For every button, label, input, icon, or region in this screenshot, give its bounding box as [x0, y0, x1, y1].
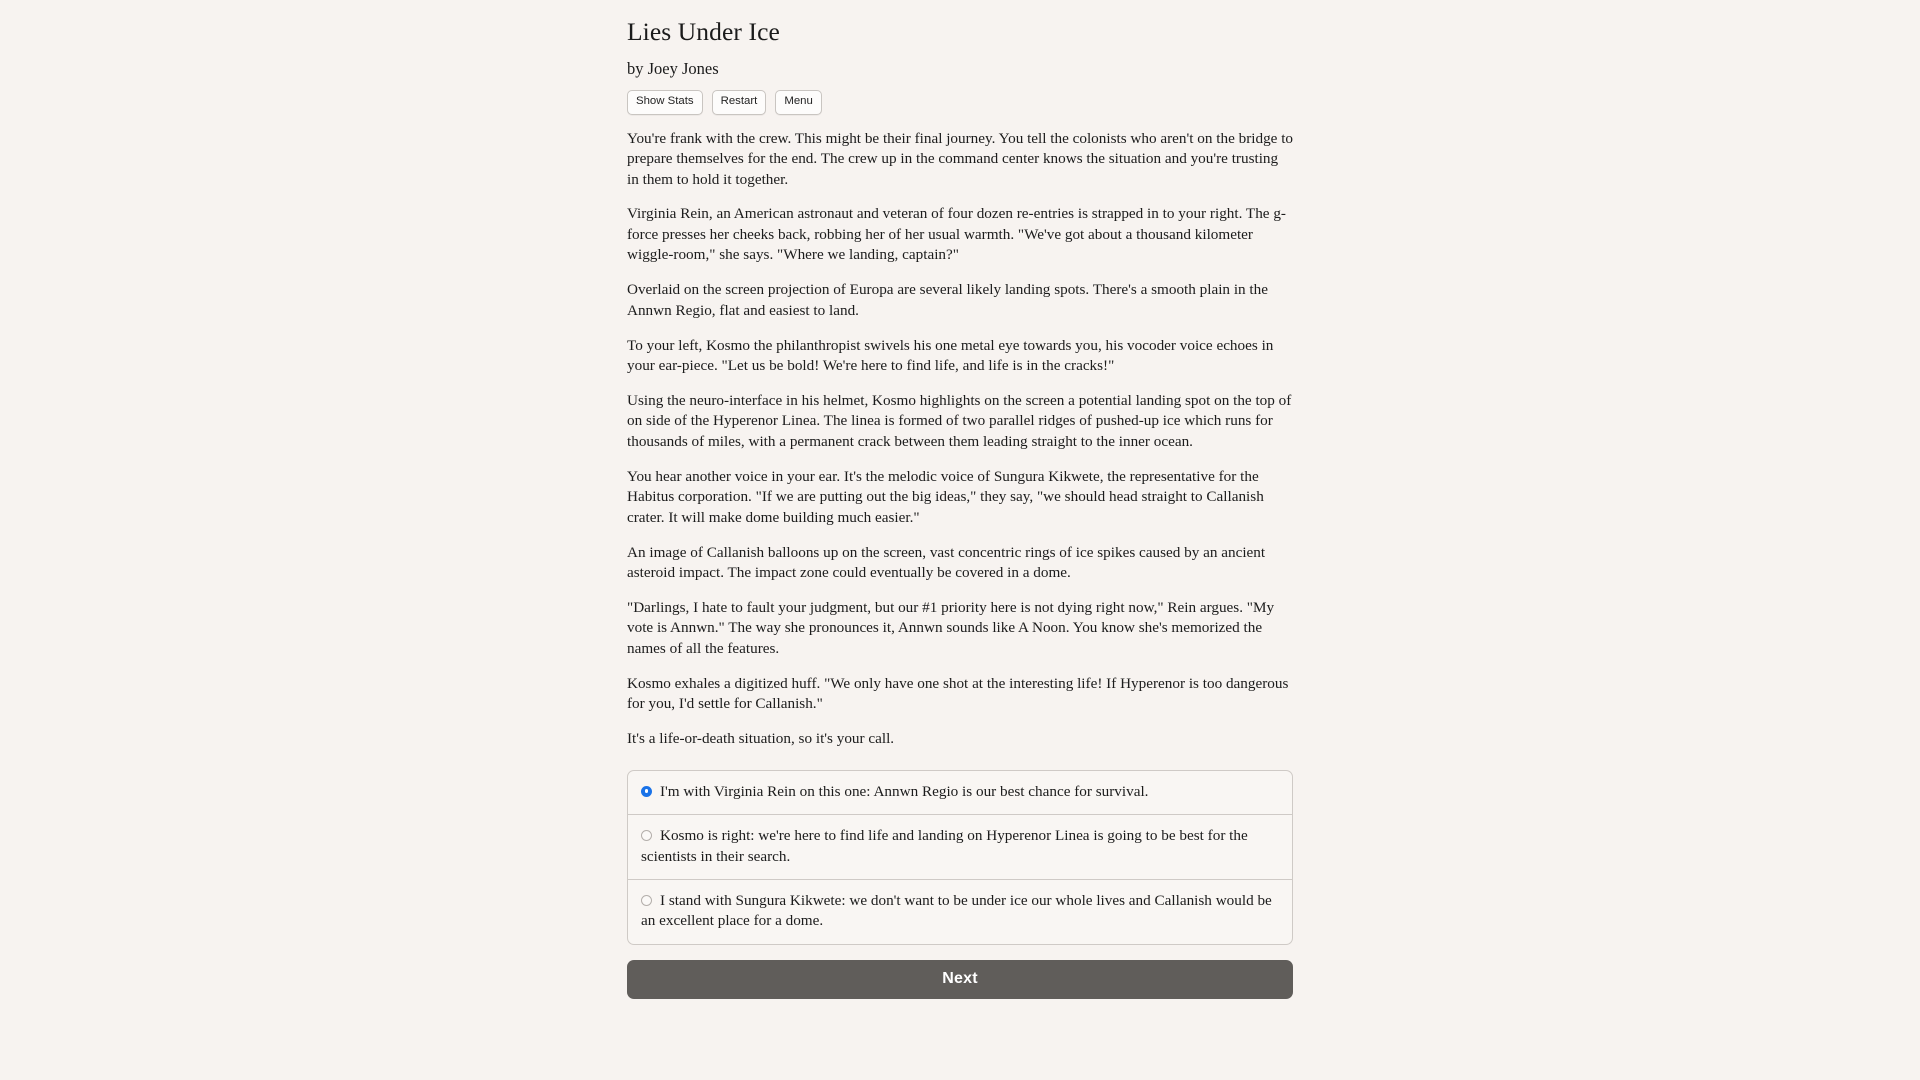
- game-content-column: [627, 0, 1293, 999]
- restart-button[interactable]: Restart: [712, 90, 767, 114]
- story-paragraph: "Darlings, I hate to fault your judgment, but our #1 priority here is not dying right now," Rein argues. "My vote is Annwn." The way she pronounces it, Annwn sounds like A Noon. You know she's memorized the names of all the features.: [627, 599, 1275, 657]
- story-paragraph: Overlaid on the screen projection of Europa are several likely landing spots. There's a smooth plain in the Annwn Regio, flat and easiest to land.: [627, 281, 1268, 319]
- radio-icon[interactable]: [641, 830, 652, 841]
- choice-option-1[interactable]: [628, 771, 1292, 815]
- story-paragraph: It's a life-or-death situation, so it's your call.: [627, 730, 895, 748]
- story-paragraph: Virginia Rein, an American astronaut and veteran of four dozen re-entries is strapped in to your right. The g-force presses her cheeks back, robbing her of her usual warmth. "We've got about a thousand kilometer wiggle-room," she says. "Where we landing, captain?": [627, 205, 1286, 264]
- choice-option-2[interactable]: [628, 815, 1292, 880]
- choice-label: I stand with Sungura Kikwete: we don't want to be under ice our whole lives and Callanish would be an excellent place for a dome.: [641, 891, 1272, 930]
- radio-icon-selected[interactable]: [641, 786, 652, 797]
- story-paragraph: You hear another voice in your ear. It's the melodic voice of Sungura Kikwete, the representative for the Habitus corporation. "If we are putting out the big ideas," they say, "we should head straight to Callanish crater. It will make dome building much easier.": [627, 467, 1264, 526]
- next-button[interactable]: Next: [627, 960, 1293, 999]
- show-stats-button[interactable]: Show Stats: [627, 90, 703, 114]
- story-paragraph: You're frank with the crew. This might be their final journey. You tell the colonists who aren't on the bridge to prepare themselves for the end. The crew up in the command center knows the situation and you're trusting in them to hold it together.: [627, 129, 1294, 188]
- story-text: [627, 115, 1293, 750]
- choice-option-3[interactable]: [628, 880, 1292, 944]
- story-paragraph: To your left, Kosmo the philanthropist swivels his one metal eye towards you, his vocoder voice echoes in your ear-piece. "Let us be bold! We're here to find life, and life is in the cracks!": [627, 336, 1274, 375]
- choice-list: [627, 770, 1293, 945]
- radio-icon[interactable]: [641, 895, 652, 906]
- menu-button[interactable]: Menu: [775, 90, 822, 114]
- story-paragraph: Kosmo exhales a digitized huff. "We only have one shot at the interesting life! If Hyperenor is too dangerous for you, I'd settle for Callanish.": [627, 674, 1289, 713]
- author-byline: by Joey Jones: [627, 58, 719, 78]
- choice-label: I'm with Virginia Rein on this one: Annwn Regio is our best chance for survival.: [660, 782, 1149, 800]
- page-title: Lies Under Ice: [627, 17, 780, 46]
- toolbar: [627, 79, 1293, 114]
- story-paragraph: Using the neuro-interface in his helmet, Kosmo highlights on the screen a potential landing spot on the top of on side of the Hyperenor Linea. The linea is formed of two parallel ridges of pushed-up ice which runs for thousands of miles, with a permanent crack between them leading straight to the inner ocean.: [627, 392, 1292, 450]
- choice-label: Kosmo is right: we're here to find life and landing on Hyperenor Linea is going to be best for the scientists in their search.: [641, 827, 1248, 865]
- story-paragraph: An image of Callanish balloons up on the screen, vast concentric rings of ice spikes caused by an ancient asteroid impact. The impact zone could eventually be covered in a dome.: [627, 543, 1266, 582]
